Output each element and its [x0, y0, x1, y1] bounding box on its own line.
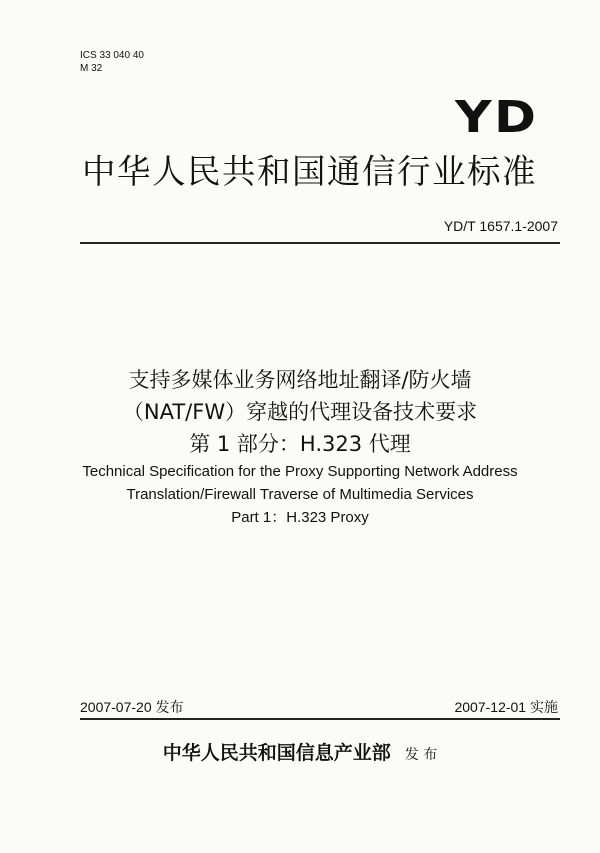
title-en-line-3: Part 1：H.323 Proxy [231, 509, 369, 526]
standard-code: YD/T 1657.1-2007 [443, 218, 558, 234]
standard-type-heading: 中华人民共和国通信行业标准 [82, 152, 537, 191]
title-en-line-1: Technical Specification for the Proxy Supporting Network Address [82, 463, 518, 480]
bottom-divider [80, 718, 560, 720]
ccs-code: M 32 [80, 63, 103, 74]
publisher-name: 中华人民共和国信息产业部 [162, 742, 391, 764]
title-en-line-2: Translation/Firewall Traverse of Multimedia Services [126, 486, 474, 503]
implementation-date: 2007-12-01 实施 [454, 699, 558, 715]
classification-codes [80, 49, 144, 75]
title-cn-line-1: 支持多媒体业务网络地址翻译/防火墙 [128, 368, 472, 392]
title-cn-line-2: （NAT/FW）穿越的代理设备技术要求 [122, 400, 478, 424]
publisher [0, 738, 600, 765]
yd-logo: YD [455, 92, 539, 143]
title-cn-line-3: 第 1 部分：H.323 代理 [189, 432, 411, 456]
top-divider [80, 242, 560, 244]
ics-code: ICS 33 040 40 [80, 50, 144, 61]
issue-date: 2007-07-20 发布 [80, 699, 184, 715]
publish-action: 发 布 [404, 747, 438, 763]
